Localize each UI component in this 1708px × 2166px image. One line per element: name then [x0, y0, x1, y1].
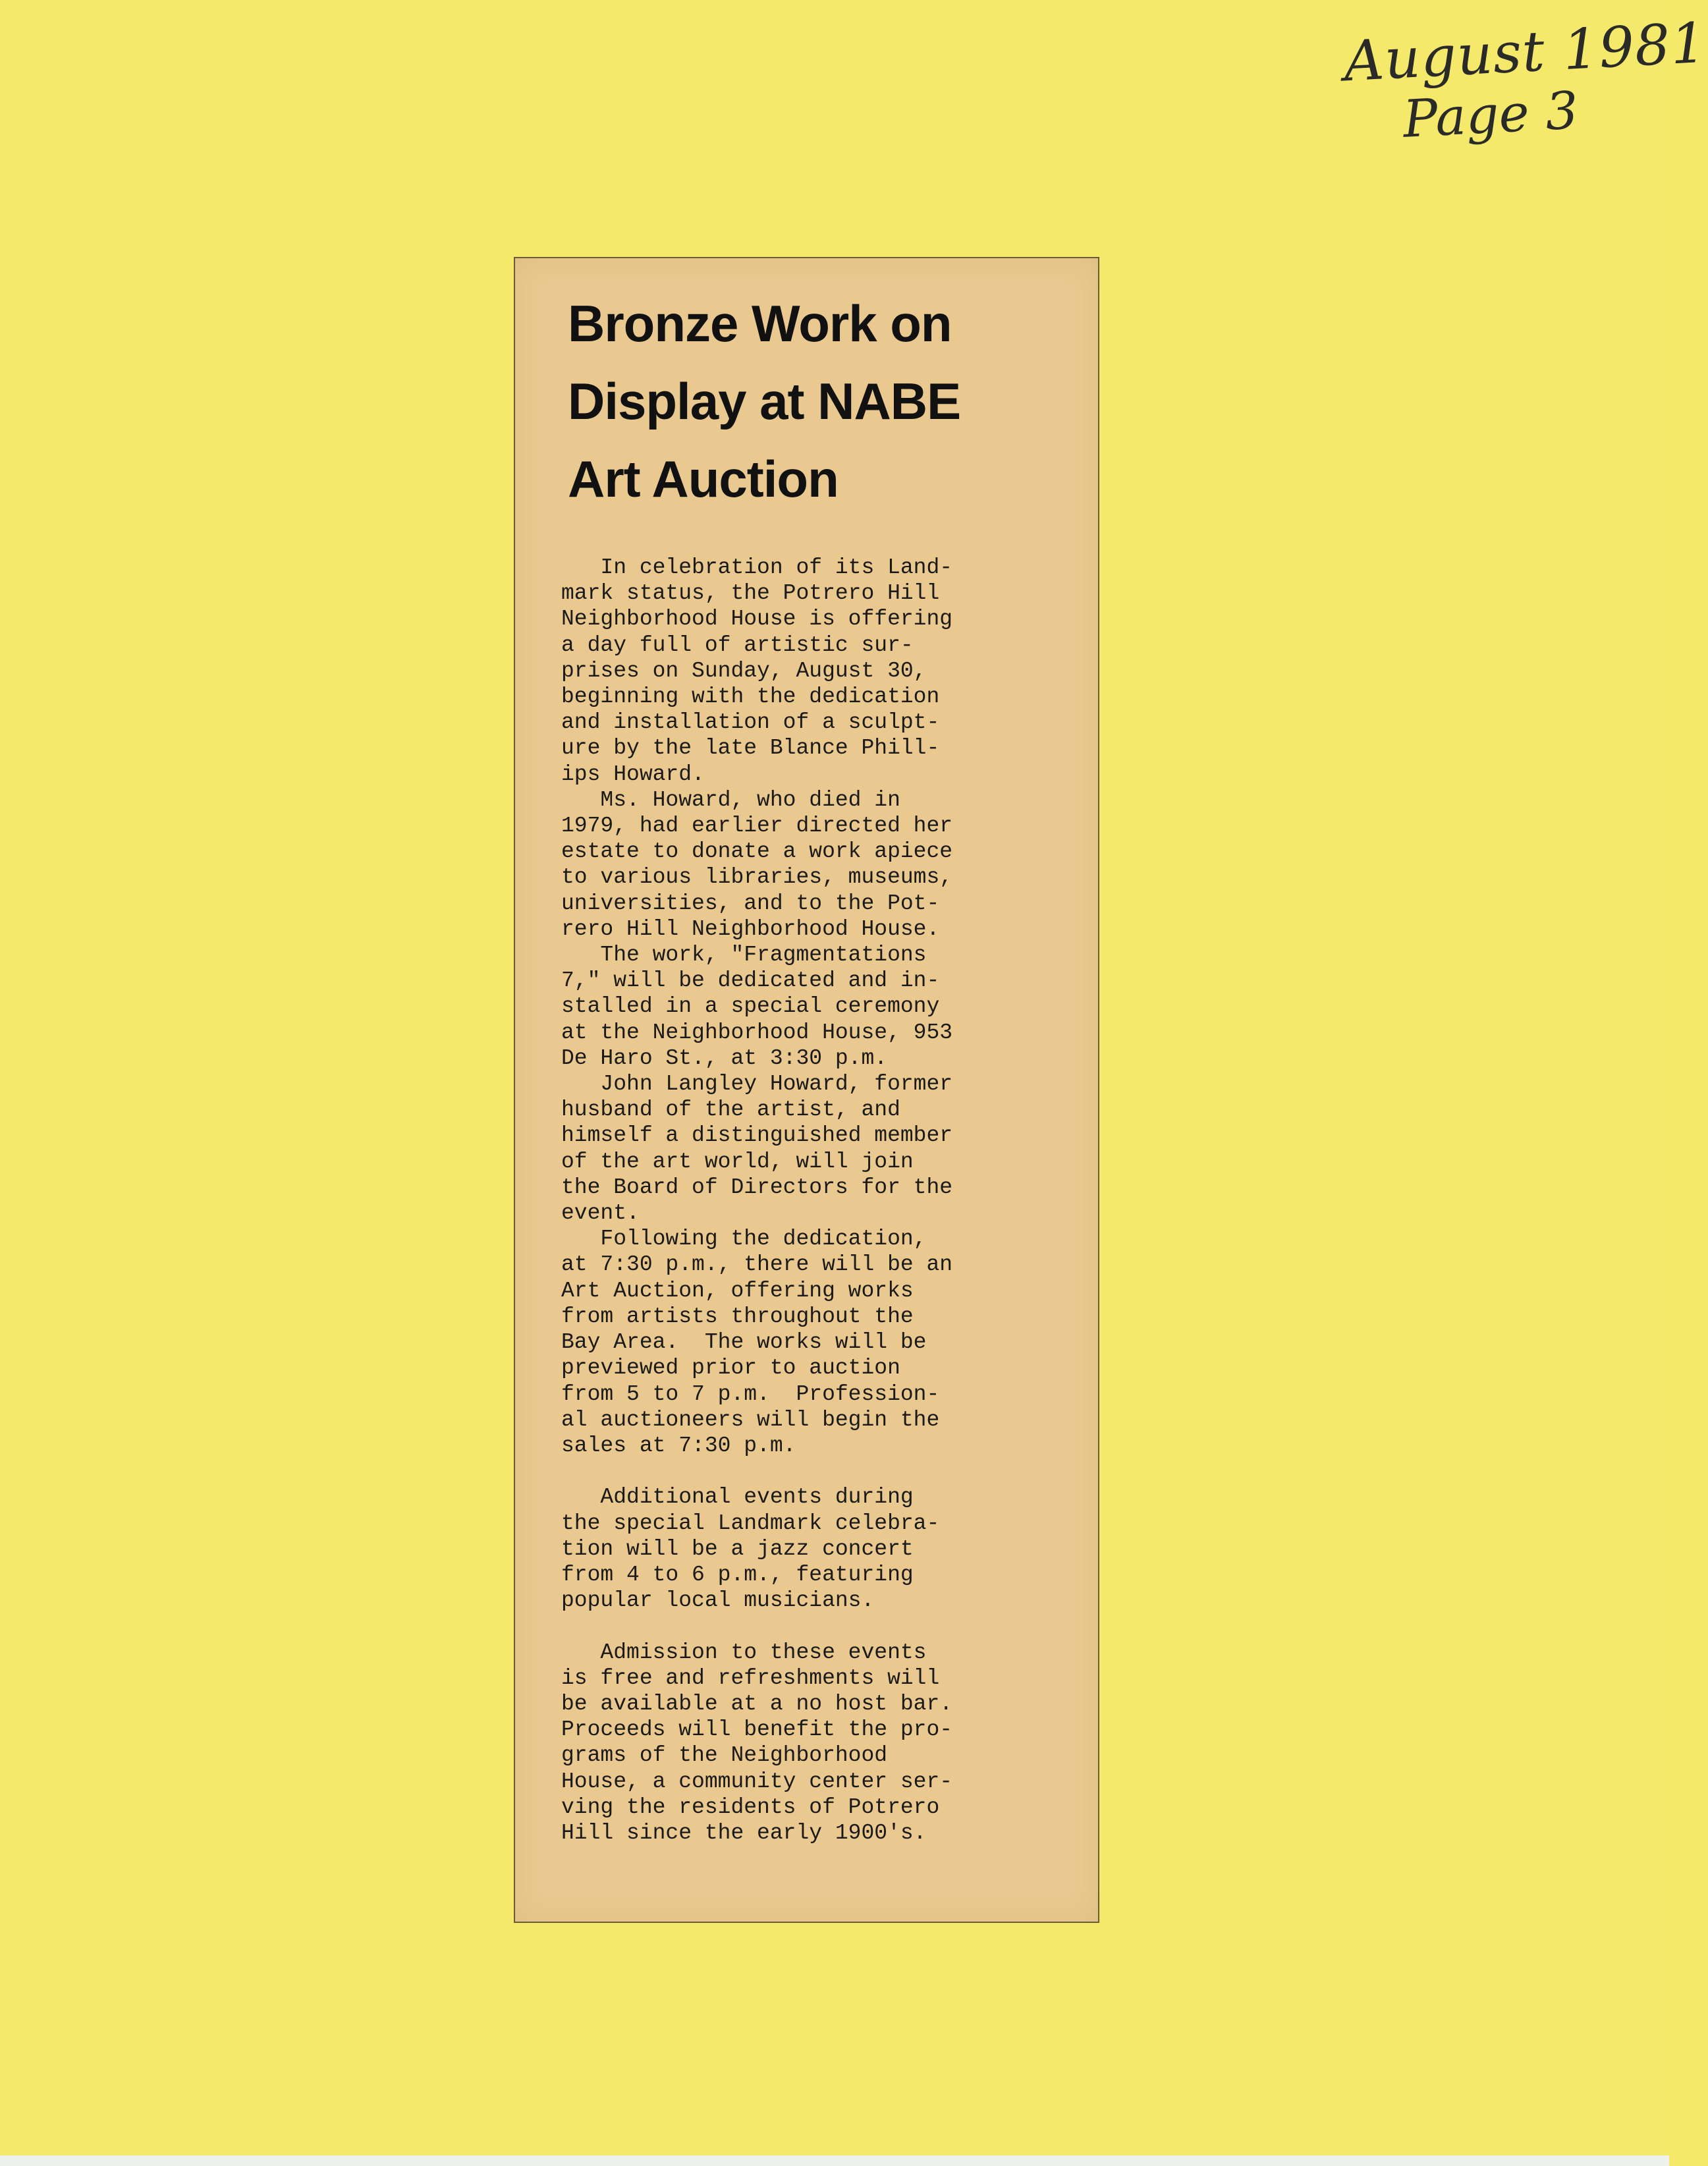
handwritten-page-number: Page 3	[1401, 81, 1580, 150]
scan-edge	[0, 2155, 1669, 2166]
handwritten-date: August 1981	[1342, 10, 1708, 94]
newspaper-clipping	[514, 257, 1099, 1923]
article-headline: Bronze Work on Display at NABE Art Auction	[568, 294, 961, 508]
article-body: In celebration of its Land- mark status, the Potrero Hill Neighborhood House is offering a day full of artistic sur- prises on Sunday, August 30, beginning with the dedication and installation of a sculpt- ure by the late Blance Phill- ips Howard. Ms. Howard, who died in 1979, had earlier directed her estate to donate a work apiece to various libraries, museums, universities, and to the Pot- rero Hill Neighborhood House. The work, "Fragmentations 7," will be dedicated and in- stalled in a special ceremony at the Neighborhood House, 953 De Haro St., at 3:30 p.m. John Langley Howard, former husband of the artist, and himself a distinguished member of the art world, will join the Board of Directors for the event. Following the dedication, at 7:30 p.m., there will be an Art Auction, offering works from artists throughout the Bay Area. The works will be previewed prior to auction from 5 to 7 p.m. Profession- al auctioneers will begin the sales at 7:30 p.m. Additional events during the special Landmark celebra- tion will be a jazz concert from 4 to 6 p.m., featuring popular local musicians. Admission to these events is free and refreshments will be available at a no host bar. Proceeds will benefit the pro- grams of the Neighborhood House, a community center ser- ving the residents of Potrero Hill since the early 1900's.	[561, 555, 953, 1845]
